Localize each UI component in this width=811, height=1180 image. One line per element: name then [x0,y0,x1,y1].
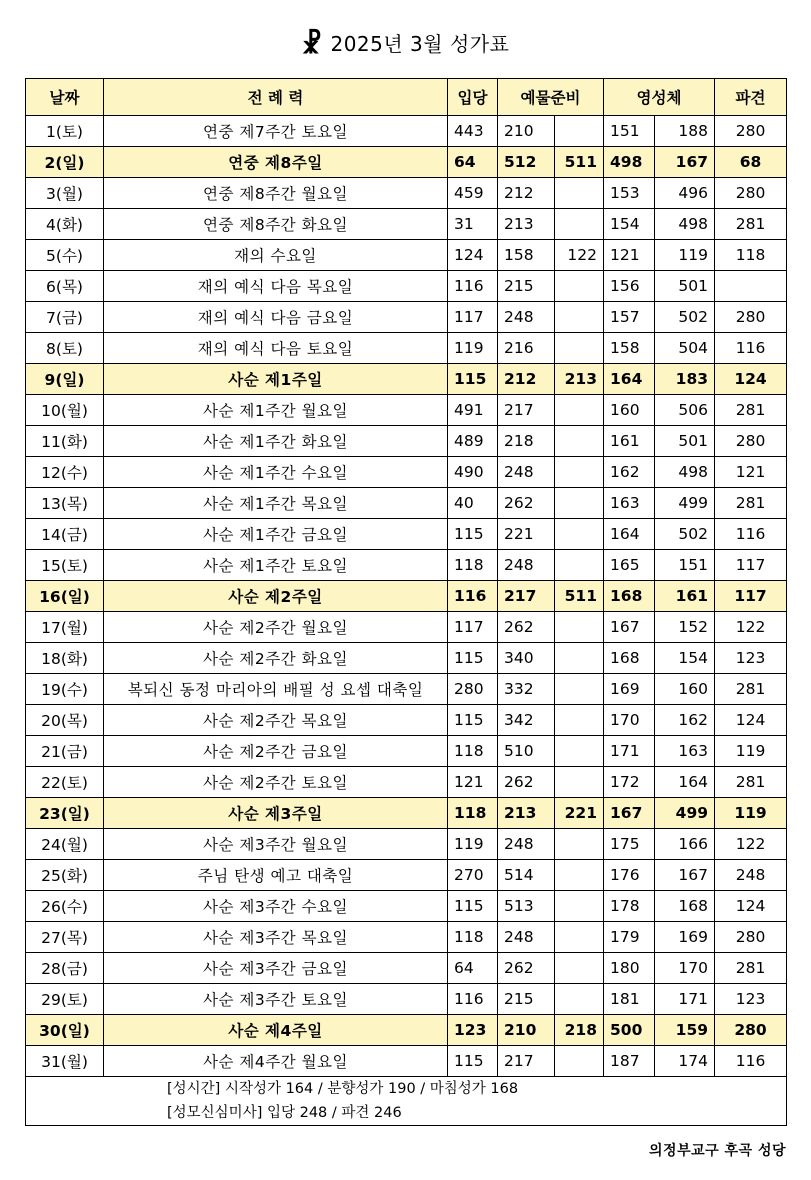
communion-cell-1: 178 [604,891,655,922]
offertory-cell-2 [555,643,604,674]
communion-cell-1: 164 [604,364,655,395]
entrance-cell: 270 [448,860,498,891]
communion-cell-1: 160 [604,395,655,426]
date-cell: 15(토) [26,550,104,581]
date-cell: 29(토) [26,984,104,1015]
entrance-cell: 118 [448,550,498,581]
communion-cell-1: 181 [604,984,655,1015]
table-row [26,550,787,581]
date-cell: 21(금) [26,736,104,767]
communion-cell-2: 164 [655,767,715,798]
dismissal-cell: 116 [715,1046,787,1077]
table-row [26,364,787,395]
offertory-cell-2 [555,395,604,426]
dismissal-cell: 123 [715,984,787,1015]
communion-cell-2: 499 [655,488,715,519]
offertory-cell-1: 248 [498,457,555,488]
date-cell: 8(토) [26,333,104,364]
liturgy-cell: 사순 제2주간 화요일 [104,643,448,674]
notes-row [26,1077,787,1126]
dismissal-cell: 124 [715,705,787,736]
entrance-cell: 280 [448,674,498,705]
offertory-cell-2 [555,302,604,333]
offertory-cell-1: 513 [498,891,555,922]
communion-cell-2: 162 [655,705,715,736]
offertory-cell-1: 221 [498,519,555,550]
dismissal-cell: 248 [715,860,787,891]
communion-cell-2: 502 [655,519,715,550]
table-row [26,829,787,860]
table-row [26,240,787,271]
communion-cell-1: 172 [604,767,655,798]
offertory-cell-2 [555,1046,604,1077]
entrance-cell: 64 [448,147,498,178]
entrance-cell: 115 [448,364,498,395]
communion-cell-2: 159 [655,1015,715,1046]
entrance-cell: 459 [448,178,498,209]
dismissal-cell: 280 [715,426,787,457]
dismissal-cell: 281 [715,767,787,798]
entrance-cell: 118 [448,922,498,953]
table-row [26,426,787,457]
communion-cell-1: 156 [604,271,655,302]
liturgy-cell: 사순 제3주간 수요일 [104,891,448,922]
date-cell: 20(목) [26,705,104,736]
offertory-cell-1: 262 [498,767,555,798]
communion-cell-2: 154 [655,643,715,674]
communion-cell-1: 167 [604,612,655,643]
date-cell: 22(토) [26,767,104,798]
dismissal-cell: 124 [715,891,787,922]
communion-cell-2: 119 [655,240,715,271]
table-row [26,302,787,333]
liturgy-cell: 재의 수요일 [104,240,448,271]
entrance-cell: 490 [448,457,498,488]
entrance-cell: 115 [448,643,498,674]
entrance-cell: 118 [448,736,498,767]
offertory-cell-2 [555,426,604,457]
communion-cell-2: 498 [655,209,715,240]
entrance-cell: 116 [448,581,498,612]
date-cell: 23(일) [26,798,104,829]
offertory-cell-1: 342 [498,705,555,736]
liturgy-cell: 복되신 동정 마리아의 배필 성 요셉 대축일 [104,674,448,705]
entrance-cell: 117 [448,302,498,333]
entrance-cell: 117 [448,612,498,643]
liturgy-cell: 사순 제1주간 월요일 [104,395,448,426]
offertory-cell-1: 512 [498,147,555,178]
offertory-cell-2: 511 [555,147,604,178]
offertory-cell-1: 217 [498,395,555,426]
offertory-cell-2 [555,178,604,209]
table-row [26,767,787,798]
entrance-cell: 115 [448,1046,498,1077]
dismissal-cell: 280 [715,922,787,953]
dismissal-cell: 117 [715,550,787,581]
communion-cell-2: 152 [655,612,715,643]
document-title [0,28,811,60]
offertory-cell-2: 221 [555,798,604,829]
table-row [26,736,787,767]
offertory-cell-2 [555,922,604,953]
date-cell: 14(금) [26,519,104,550]
offertory-cell-2 [555,550,604,581]
communion-cell-2: 504 [655,333,715,364]
communion-cell-2: 151 [655,550,715,581]
liturgy-cell: 사순 제1주간 화요일 [104,426,448,457]
header-offertory: 예물준비 [498,79,604,116]
offertory-cell-2 [555,519,604,550]
offertory-cell-2 [555,116,604,147]
communion-cell-1: 179 [604,922,655,953]
table-row [26,984,787,1015]
offertory-cell-1: 212 [498,364,555,395]
offertory-cell-1: 248 [498,829,555,860]
communion-cell-1: 165 [604,550,655,581]
communion-cell-1: 163 [604,488,655,519]
date-cell: 18(화) [26,643,104,674]
entrance-cell: 119 [448,829,498,860]
communion-cell-1: 170 [604,705,655,736]
communion-cell-1: 154 [604,209,655,240]
note-holy-hour: [성시간] 시작성가 164 / 분향성가 190 / 마침성가 168 [167,1081,519,1097]
offertory-cell-2 [555,457,604,488]
liturgy-cell: 사순 제4주일 [104,1015,448,1046]
entrance-cell: 116 [448,271,498,302]
entrance-cell: 64 [448,953,498,984]
date-cell: 30(일) [26,1015,104,1046]
communion-cell-2: 160 [655,674,715,705]
offertory-cell-1: 158 [498,240,555,271]
dismissal-cell: 280 [715,1015,787,1046]
dismissal-cell: 281 [715,209,787,240]
offertory-cell-2 [555,953,604,984]
date-cell: 5(수) [26,240,104,271]
communion-cell-2: 171 [655,984,715,1015]
date-cell: 13(목) [26,488,104,519]
communion-cell-1: 498 [604,147,655,178]
date-cell: 25(화) [26,860,104,891]
offertory-cell-2 [555,736,604,767]
offertory-cell-1: 514 [498,860,555,891]
offertory-cell-2 [555,674,604,705]
entrance-cell: 40 [448,488,498,519]
communion-cell-2: 496 [655,178,715,209]
communion-cell-2: 166 [655,829,715,860]
header-row [26,79,787,116]
offertory-cell-1: 210 [498,116,555,147]
header-dismissal: 파견 [715,79,787,116]
offertory-cell-2: 122 [555,240,604,271]
communion-cell-1: 171 [604,736,655,767]
header-liturgy: 전 례 력 [104,79,448,116]
offertory-cell-1: 248 [498,302,555,333]
table-row [26,581,787,612]
communion-cell-1: 180 [604,953,655,984]
offertory-cell-1: 217 [498,1046,555,1077]
offertory-cell-1: 510 [498,736,555,767]
dismissal-cell: 116 [715,333,787,364]
entrance-cell: 115 [448,705,498,736]
liturgy-cell: 사순 제2주간 금요일 [104,736,448,767]
table-row [26,1015,787,1046]
liturgy-cell: 주님 탄생 예고 대축일 [104,860,448,891]
dismissal-cell: 122 [715,829,787,860]
liturgy-cell: 연중 제7주간 토요일 [104,116,448,147]
table-row [26,457,787,488]
communion-cell-1: 151 [604,116,655,147]
communion-cell-2: 502 [655,302,715,333]
header-date: 날짜 [26,79,104,116]
table-row [26,798,787,829]
liturgy-cell: 사순 제3주간 토요일 [104,984,448,1015]
offertory-cell-2 [555,984,604,1015]
offertory-cell-2 [555,767,604,798]
table-row [26,674,787,705]
offertory-cell-2: 511 [555,581,604,612]
communion-cell-1: 169 [604,674,655,705]
table-row [26,395,787,426]
table-row [26,953,787,984]
date-cell: 12(수) [26,457,104,488]
offertory-cell-2 [555,612,604,643]
offertory-cell-1: 212 [498,178,555,209]
entrance-cell: 116 [448,984,498,1015]
liturgy-cell: 사순 제1주간 금요일 [104,519,448,550]
hymn-schedule-table [25,78,787,1126]
liturgy-cell: 사순 제2주간 토요일 [104,767,448,798]
offertory-cell-1: 210 [498,1015,555,1046]
offertory-cell-2 [555,705,604,736]
entrance-cell: 115 [448,891,498,922]
table-row [26,519,787,550]
entrance-cell: 491 [448,395,498,426]
table-row [26,612,787,643]
parish-name: 의정부교구 후곡 성당 [649,1143,786,1159]
communion-cell-2: 506 [655,395,715,426]
table-row [26,116,787,147]
header-communion: 영성체 [604,79,715,116]
offertory-cell-1: 262 [498,953,555,984]
liturgy-cell: 연중 제8주간 화요일 [104,209,448,240]
dismissal-cell: 117 [715,581,787,612]
communion-cell-1: 175 [604,829,655,860]
communion-cell-1: 187 [604,1046,655,1077]
offertory-cell-1: 213 [498,798,555,829]
liturgy-cell: 재의 예식 다음 토요일 [104,333,448,364]
dismissal-cell: 281 [715,674,787,705]
dismissal-cell: 280 [715,178,787,209]
table-row [26,922,787,953]
table-row [26,860,787,891]
dismissal-cell: 281 [715,953,787,984]
dismissal-cell: 118 [715,240,787,271]
communion-cell-2: 499 [655,798,715,829]
communion-cell-2: 174 [655,1046,715,1077]
communion-cell-1: 176 [604,860,655,891]
liturgy-cell: 사순 제3주간 금요일 [104,953,448,984]
entrance-cell: 443 [448,116,498,147]
dismissal-cell: 116 [715,519,787,550]
offertory-cell-2: 213 [555,364,604,395]
date-cell: 2(일) [26,147,104,178]
liturgy-cell: 재의 예식 다음 금요일 [104,302,448,333]
communion-cell-2: 168 [655,891,715,922]
date-cell: 17(월) [26,612,104,643]
table-row [26,147,787,178]
table-row [26,333,787,364]
schedule-body [26,116,787,1077]
dismissal-cell: 280 [715,116,787,147]
dismissal-cell: 123 [715,643,787,674]
offertory-cell-2 [555,860,604,891]
entrance-cell: 118 [448,798,498,829]
communion-cell-2: 170 [655,953,715,984]
offertory-cell-1: 217 [498,581,555,612]
entrance-cell: 123 [448,1015,498,1046]
note-marian-mass: [성모신심미사] 입당 248 / 파견 246 [167,1105,402,1121]
liturgy-cell: 사순 제3주간 월요일 [104,829,448,860]
offertory-cell-1: 248 [498,550,555,581]
communion-cell-1: 121 [604,240,655,271]
communion-cell-1: 157 [604,302,655,333]
offertory-cell-1: 215 [498,984,555,1015]
liturgy-cell: 사순 제1주일 [104,364,448,395]
dismissal-cell: 280 [715,302,787,333]
date-cell: 6(목) [26,271,104,302]
liturgy-cell: 사순 제2주간 목요일 [104,705,448,736]
dismissal-cell: 281 [715,488,787,519]
liturgy-cell: 연중 제8주일 [104,147,448,178]
liturgy-cell: 재의 예식 다음 목요일 [104,271,448,302]
date-cell: 28(금) [26,953,104,984]
communion-cell-1: 168 [604,581,655,612]
communion-cell-1: 167 [604,798,655,829]
liturgy-cell: 연중 제8주간 월요일 [104,178,448,209]
table-row [26,891,787,922]
communion-cell-2: 169 [655,922,715,953]
offertory-cell-2 [555,829,604,860]
communion-cell-2: 498 [655,457,715,488]
table-row [26,705,787,736]
table-row [26,209,787,240]
entrance-cell: 31 [448,209,498,240]
header-entrance: 입당 [448,79,498,116]
entrance-cell: 124 [448,240,498,271]
date-cell: 7(금) [26,302,104,333]
communion-cell-1: 164 [604,519,655,550]
entrance-cell: 115 [448,519,498,550]
date-cell: 27(목) [26,922,104,953]
liturgy-cell: 사순 제1주간 토요일 [104,550,448,581]
dismissal-cell: 122 [715,612,787,643]
table-row [26,271,787,302]
date-cell: 4(화) [26,209,104,240]
communion-cell-2: 183 [655,364,715,395]
communion-cell-1: 162 [604,457,655,488]
communion-cell-1: 168 [604,643,655,674]
communion-cell-2: 167 [655,147,715,178]
date-cell: 16(일) [26,581,104,612]
offertory-cell-2: 218 [555,1015,604,1046]
dismissal-cell: 124 [715,364,787,395]
communion-cell-2: 501 [655,271,715,302]
dismissal-cell [715,271,787,302]
offertory-cell-1: 218 [498,426,555,457]
offertory-cell-2 [555,891,604,922]
offertory-cell-1: 215 [498,271,555,302]
liturgy-cell: 사순 제3주일 [104,798,448,829]
offertory-cell-1: 248 [498,922,555,953]
table-row [26,178,787,209]
title-text: 2025년 3월 성가표 [330,32,510,56]
date-cell: 31(월) [26,1046,104,1077]
communion-cell-2: 501 [655,426,715,457]
communion-cell-2: 163 [655,736,715,767]
date-cell: 9(일) [26,364,104,395]
communion-cell-2: 188 [655,116,715,147]
offertory-cell-1: 213 [498,209,555,240]
liturgy-cell: 사순 제1주간 목요일 [104,488,448,519]
entrance-cell: 119 [448,333,498,364]
dismissal-cell: 119 [715,798,787,829]
offertory-cell-1: 216 [498,333,555,364]
date-cell: 19(수) [26,674,104,705]
date-cell: 3(월) [26,178,104,209]
dismissal-cell: 121 [715,457,787,488]
dismissal-cell: 119 [715,736,787,767]
table-row [26,488,787,519]
date-cell: 26(수) [26,891,104,922]
offertory-cell-1: 262 [498,488,555,519]
liturgy-cell: 사순 제2주일 [104,581,448,612]
liturgy-cell: 사순 제2주간 월요일 [104,612,448,643]
table-row [26,1046,787,1077]
dismissal-cell: 68 [715,147,787,178]
entrance-cell: 489 [448,426,498,457]
date-cell: 11(화) [26,426,104,457]
date-cell: 1(토) [26,116,104,147]
offertory-cell-2 [555,209,604,240]
date-cell: 24(월) [26,829,104,860]
date-cell: 10(월) [26,395,104,426]
offertory-cell-2 [555,333,604,364]
offertory-cell-1: 340 [498,643,555,674]
liturgy-cell: 사순 제4주간 월요일 [104,1046,448,1077]
liturgy-cell: 사순 제3주간 목요일 [104,922,448,953]
communion-cell-2: 161 [655,581,715,612]
table-row [26,643,787,674]
communion-cell-1: 158 [604,333,655,364]
communion-cell-1: 500 [604,1015,655,1046]
offertory-cell-2 [555,271,604,302]
chi-rho-icon: ☧ [301,30,323,60]
communion-cell-1: 153 [604,178,655,209]
communion-cell-2: 167 [655,860,715,891]
liturgy-cell: 사순 제1주간 수요일 [104,457,448,488]
entrance-cell: 121 [448,767,498,798]
dismissal-cell: 281 [715,395,787,426]
communion-cell-1: 161 [604,426,655,457]
notes-cell [26,1077,787,1126]
offertory-cell-1: 262 [498,612,555,643]
offertory-cell-1: 332 [498,674,555,705]
offertory-cell-2 [555,488,604,519]
